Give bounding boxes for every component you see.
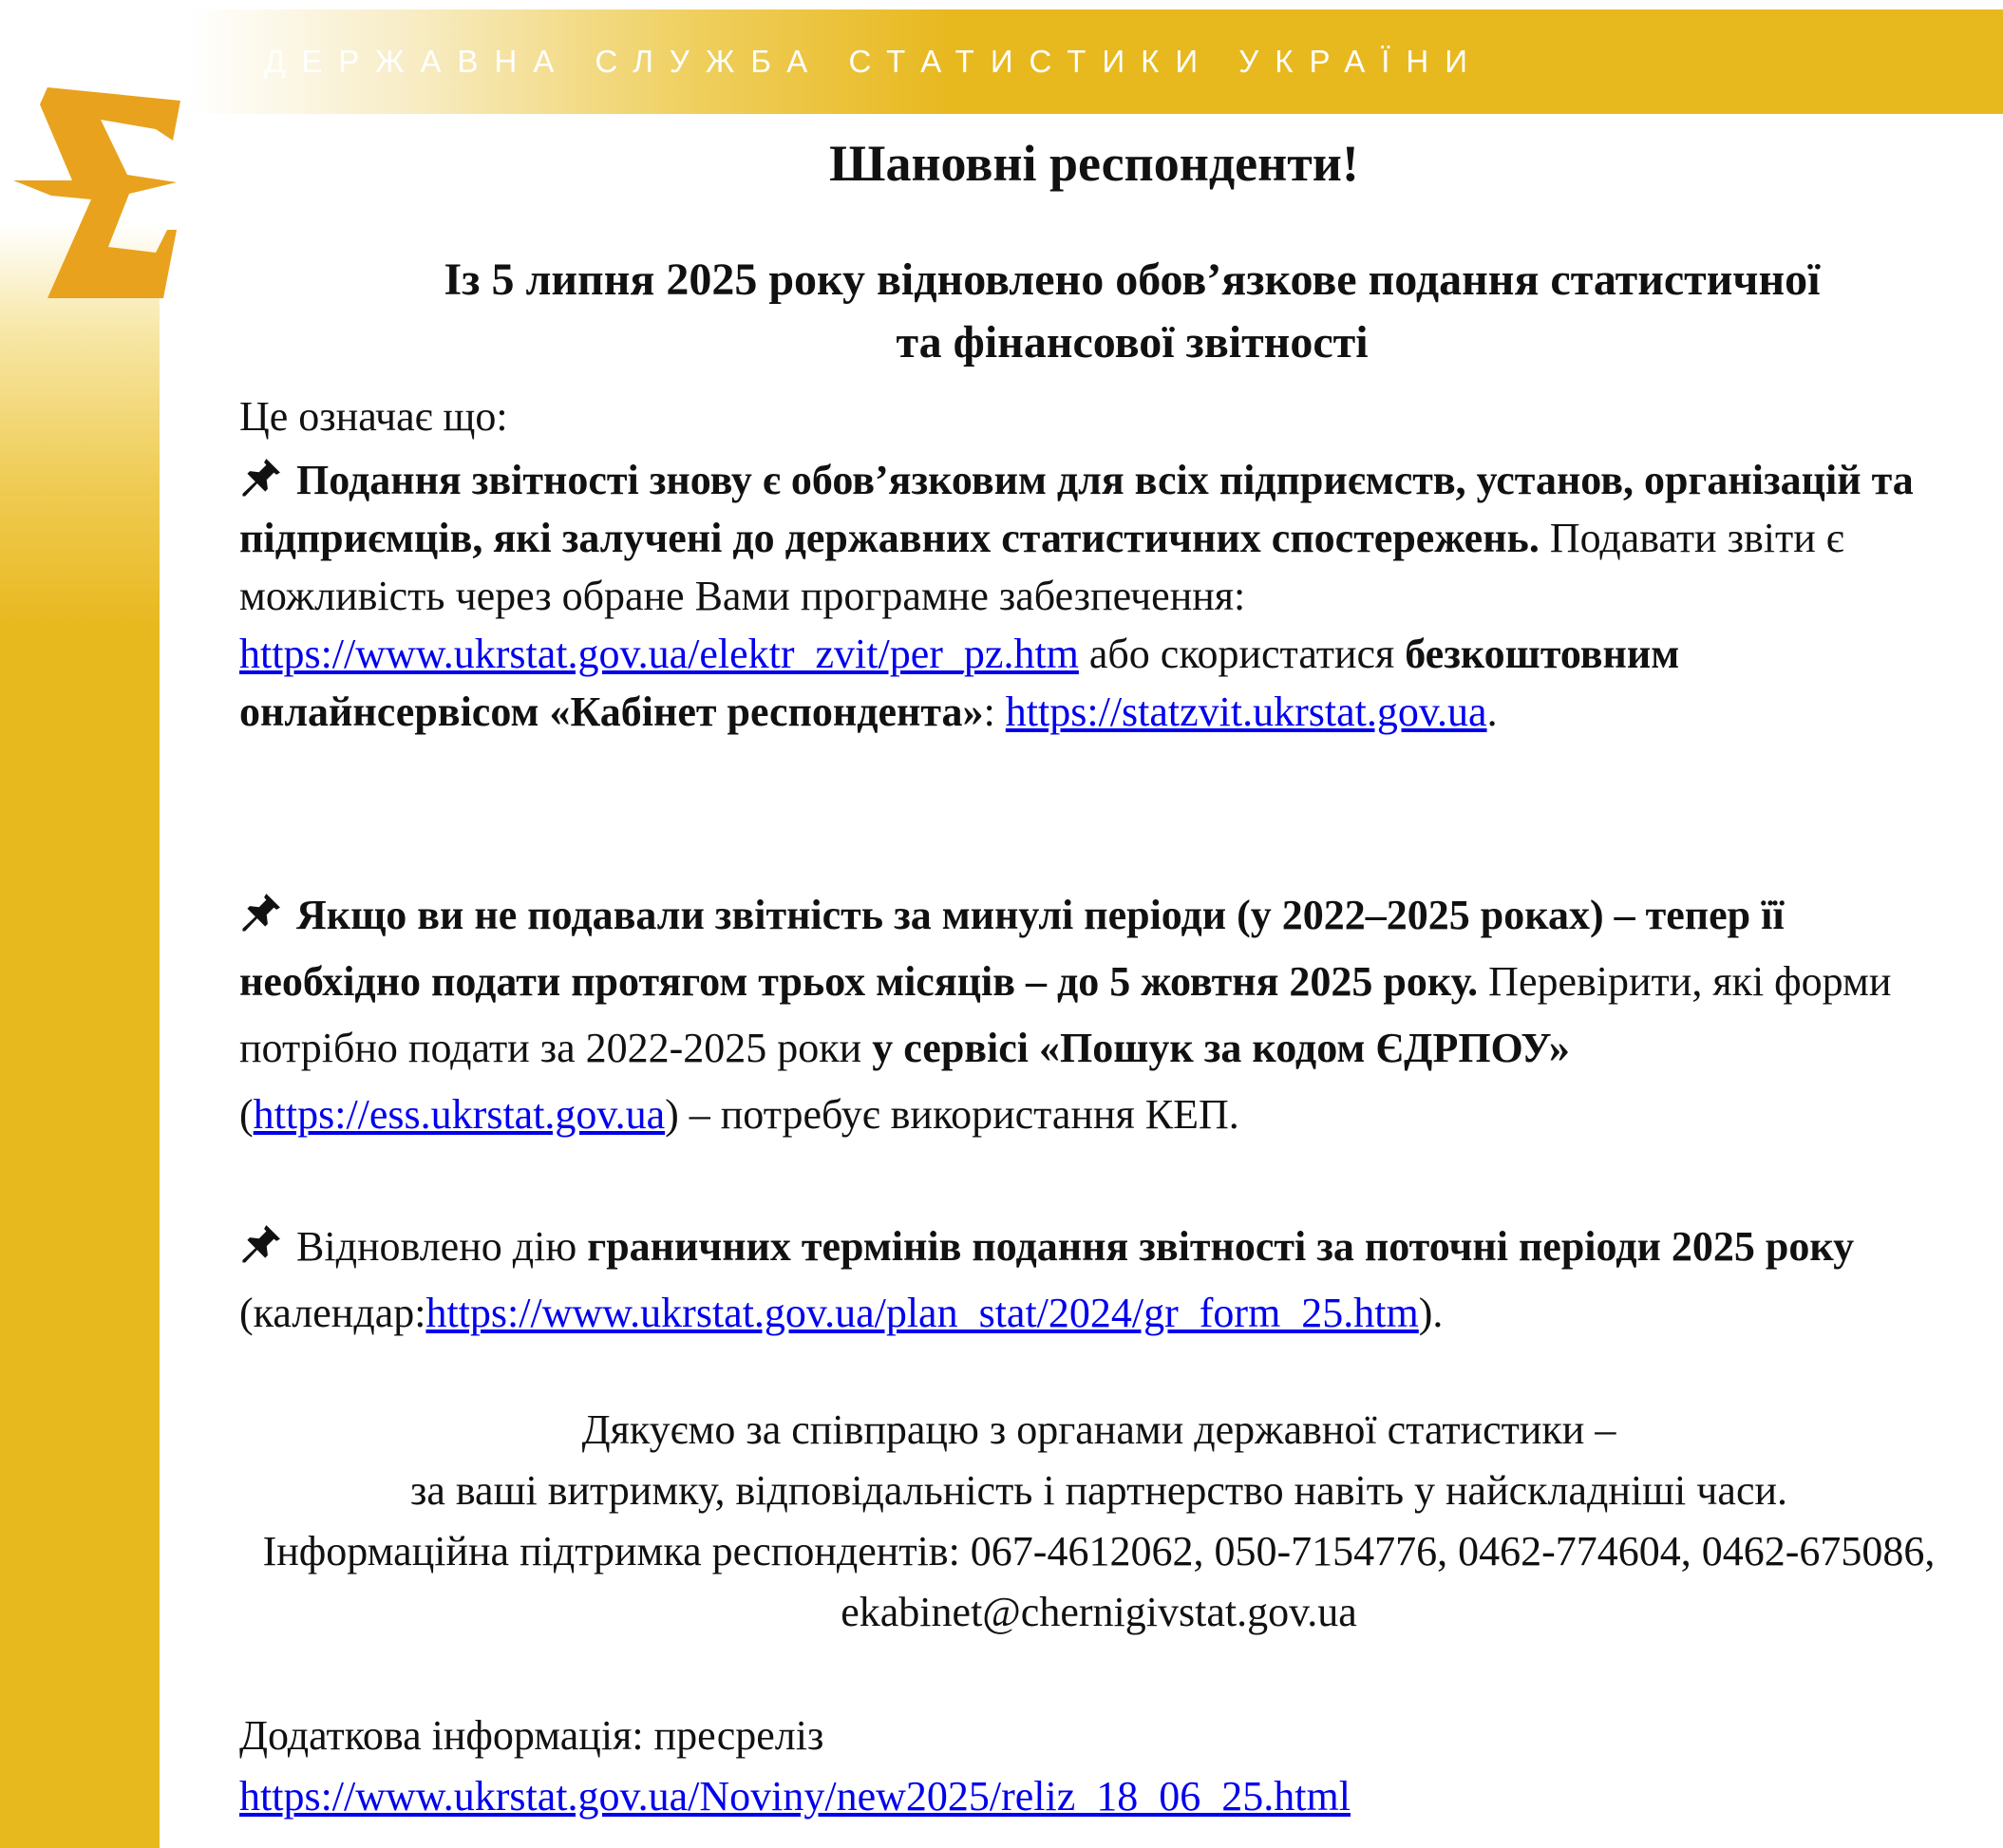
- sigma-logo-shape: [13, 87, 180, 298]
- item1-bold-2: безкоштовним онлайнсервісом «Кабінет респондента»: [239, 631, 1680, 735]
- headline-line-1: Із 5 липня 2025 року відновлено обов’язкове подання статистичної: [444, 255, 1821, 305]
- item1-text-1: Подавати звіти є можливість через обране Вами програмне забезпечення:: [239, 515, 1844, 619]
- agency-title: ДЕРЖАВНА СЛУЖБА СТАТИСТИКИ УКРАЇНИ: [264, 44, 1483, 79]
- more-info-label: Додаткова інформація: пресреліз: [239, 1712, 824, 1759]
- item3-text-3: ).: [1418, 1290, 1444, 1336]
- intro-text: Це означає що:: [239, 393, 508, 440]
- thanks-line-1: Дякуємо за співпрацю з органами державної статистики –: [581, 1406, 1616, 1453]
- headline: [325, 249, 1939, 374]
- item1-text-4: .: [1486, 688, 1498, 735]
- software-list-link[interactable]: https://www.ukrstat.gov.ua/elektr_zvit/per_pz.htm: [239, 631, 1079, 677]
- item1-text-3: :: [983, 688, 1006, 735]
- item-past-periods: [239, 882, 1958, 1148]
- item2-bold-2: у сервісі «Пошук за кодом ЄДРПОУ»: [872, 1025, 1570, 1071]
- item3-bold-1: граничних термінів подання звітності за поточні періоди 2025 року: [587, 1223, 1855, 1270]
- item1-text-2: або скористатися: [1078, 631, 1406, 677]
- item3-text-2: (календар:: [239, 1290, 426, 1336]
- item2-text-2: (: [239, 1091, 254, 1138]
- calendar-link[interactable]: https://www.ukrstat.gov.ua/plan_stat/2024/gr_form_25.htm: [425, 1290, 1419, 1336]
- thanks-line-2: за ваші витримку, відповідальність і партнерство навіть у найскладніші часи.: [409, 1467, 1788, 1514]
- item2-text-1: Перевірити, які форми потрібно подати за 2022-2025 роки: [239, 958, 1892, 1071]
- support-contacts: Інформаційна підтримка респондентів: 067-4612062, 050-7154776, 0462-774604, 0462-675086, ekabinet@chernigivstat.gov.ua: [262, 1528, 1936, 1635]
- item2-bold-1: Якщо ви не подавали звітність за минулі періоди (у 2022–2025 роках) – тепер її необхідно подати протягом трьох місяців – до 5 жовтня 2025 року.: [239, 892, 1785, 1005]
- item3-text-1: Відновлено дію: [296, 1223, 588, 1270]
- statzvit-link[interactable]: https://statzvit.ukrstat.gov.ua: [1005, 688, 1487, 735]
- pushpin-icon: [239, 456, 283, 500]
- pushpin-icon: [239, 1222, 283, 1266]
- sigma-logo-icon: [13, 87, 180, 306]
- ess-link[interactable]: https://ess.ukrstat.gov.ua: [253, 1091, 666, 1138]
- headline-line-2: та фінансової звітності: [896, 317, 1369, 368]
- item-deadlines: [239, 1214, 1958, 1347]
- more-info-block: [239, 1706, 1958, 1827]
- press-release-link[interactable]: https://www.ukrstat.gov.ua/Noviny/new2025/reliz_18_06_25.html: [239, 1773, 1351, 1820]
- item-submission-mandatory: [239, 451, 1958, 741]
- pushpin-icon: [239, 891, 283, 934]
- item1-bold-1: Подання звітності знову є обов’язковим для всіх підприємств, установ, організацій та підприємців, які залучені до державних статистичних спостережень.: [239, 457, 1914, 561]
- item2-text-3: ) – потребує використання КЕП.: [665, 1091, 1239, 1138]
- greeting-heading: Шановні респонденти!: [829, 135, 1359, 192]
- closing-block: [239, 1400, 1958, 1643]
